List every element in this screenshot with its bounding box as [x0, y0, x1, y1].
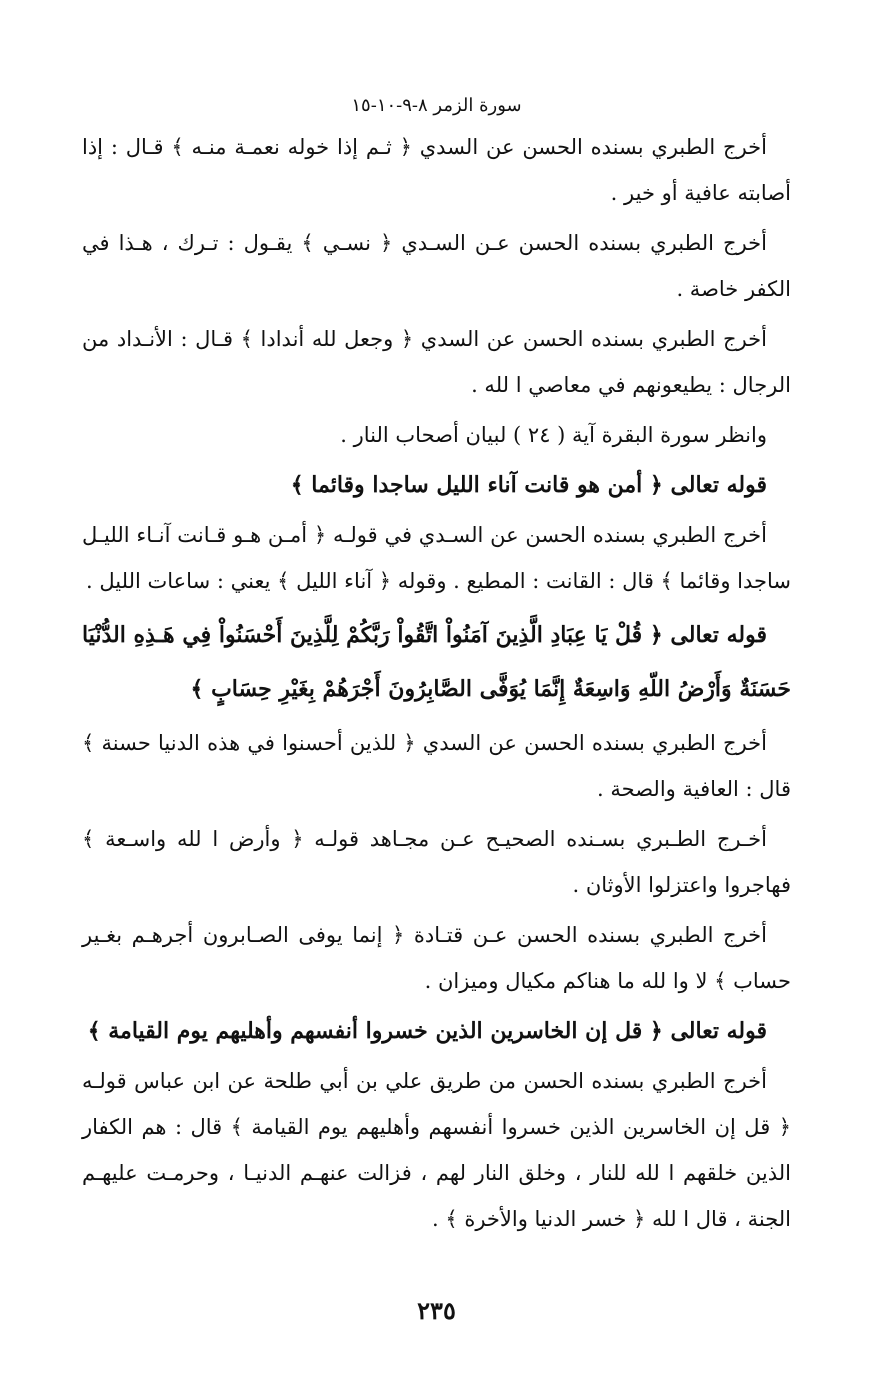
section-heading: قوله تعالى ﴿ أمن هو قانت آناء الليل ساجدا وقائما ﴾	[290, 472, 767, 498]
paragraph: أخرج الطبري بسنده الحسن عن السـدي في قولـه ﴿ أمـن هـو قـانت آنـاء الليـل ساجدا وقائما ﴾ قال : القانت : المطيع . وقوله ﴿ آناء الليل ﴾ يعني : ساعات الليل .	[82, 523, 791, 593]
paragraph: وانظر سورة البقرة آية ( ٢٤ ) لبيان أصحاب النار .	[340, 423, 767, 447]
paragraph: أخـرج الطـبري بسـنده الصحيـح عـن مجـاهد قولـه ﴿ وأرض ا لله واسـعة ﴾ فهاجروا واعتزلوا الأوثان .	[82, 827, 791, 897]
paragraph: أخرج الطبري بسنده الحسن من طريق علي بن أبي طلحة عن ابن عباس قولـه ﴿ قل إن الخاسرين الذين خسروا أنفسهم وأهليهم يوم القيامة ﴾ قال : هم الكفار الذين خلقهم ا لله للنار ، وخلق النار لهم ، فزالت عنهـم الدنيـا ، وحرمـت عليهـم الجنة ، قال ا لله ﴿ خسر الدنيا والأخرة ﴾ .	[82, 1069, 791, 1231]
section-heading: قوله تعالى ﴿ قل إن الخاسرين الذين خسروا أنفسهم وأهليهم يوم القيامة ﴾	[87, 1018, 767, 1044]
page-content	[82, 124, 791, 1246]
section-heading-ayah: قوله تعالى ﴿ قُلْ يَا عِبَادِ الَّذِينَ آمَنُواْ اتَّقُواْ رَبَّكُمْ لِلَّذِينَ أَحْسَنُواْ فِي هَـذِهِ الدُّنْيَا حَسَنَةٌ وَأَرْضُ اللّهِ وَاسِعَةٌ إِنَّمَا يُوَفَّى الصَّابِرُونَ أَجْرَهُمْ بِغَيْرِ حِسَابٍ ﴾	[82, 622, 791, 702]
paragraph: أخرج الطبري بسنده الحسن عـن قتـادة ﴿ إنما يوفى الصـابرون أجرهـم بغـير حساب ﴾ لا وا لله ما هناكم مكيال وميزان .	[82, 923, 791, 993]
page-header: سورة الزمر ٨-٩-١٠-١٥	[351, 95, 522, 116]
paragraph: أخرج الطبري بسنده الحسن عـن السـدي ﴿ نسـي ﴾ يقـول : تـرك ، هـذا في الكفر خاصة .	[82, 231, 791, 301]
paragraph: أخرج الطبري بسنده الحسن عن السدي ﴿ ثـم إذا خوله نعمـة منـه ﴾ قـال : إذا أصابته عافية أو خير .	[82, 135, 791, 205]
paragraph: أخرج الطبري بسنده الحسن عن السدي ﴿ للذين أحسنوا في هذه الدنيا حسنة ﴾ قال : العافية والصحة .	[82, 731, 791, 801]
page-number: ٢٣٥	[417, 1296, 456, 1325]
paragraph: أخرج الطبري بسنده الحسن عن السدي ﴿ وجعل لله أندادا ﴾ قـال : الأنـداد من الرجال : يطيعونهم في معاصي ا لله .	[82, 327, 791, 397]
